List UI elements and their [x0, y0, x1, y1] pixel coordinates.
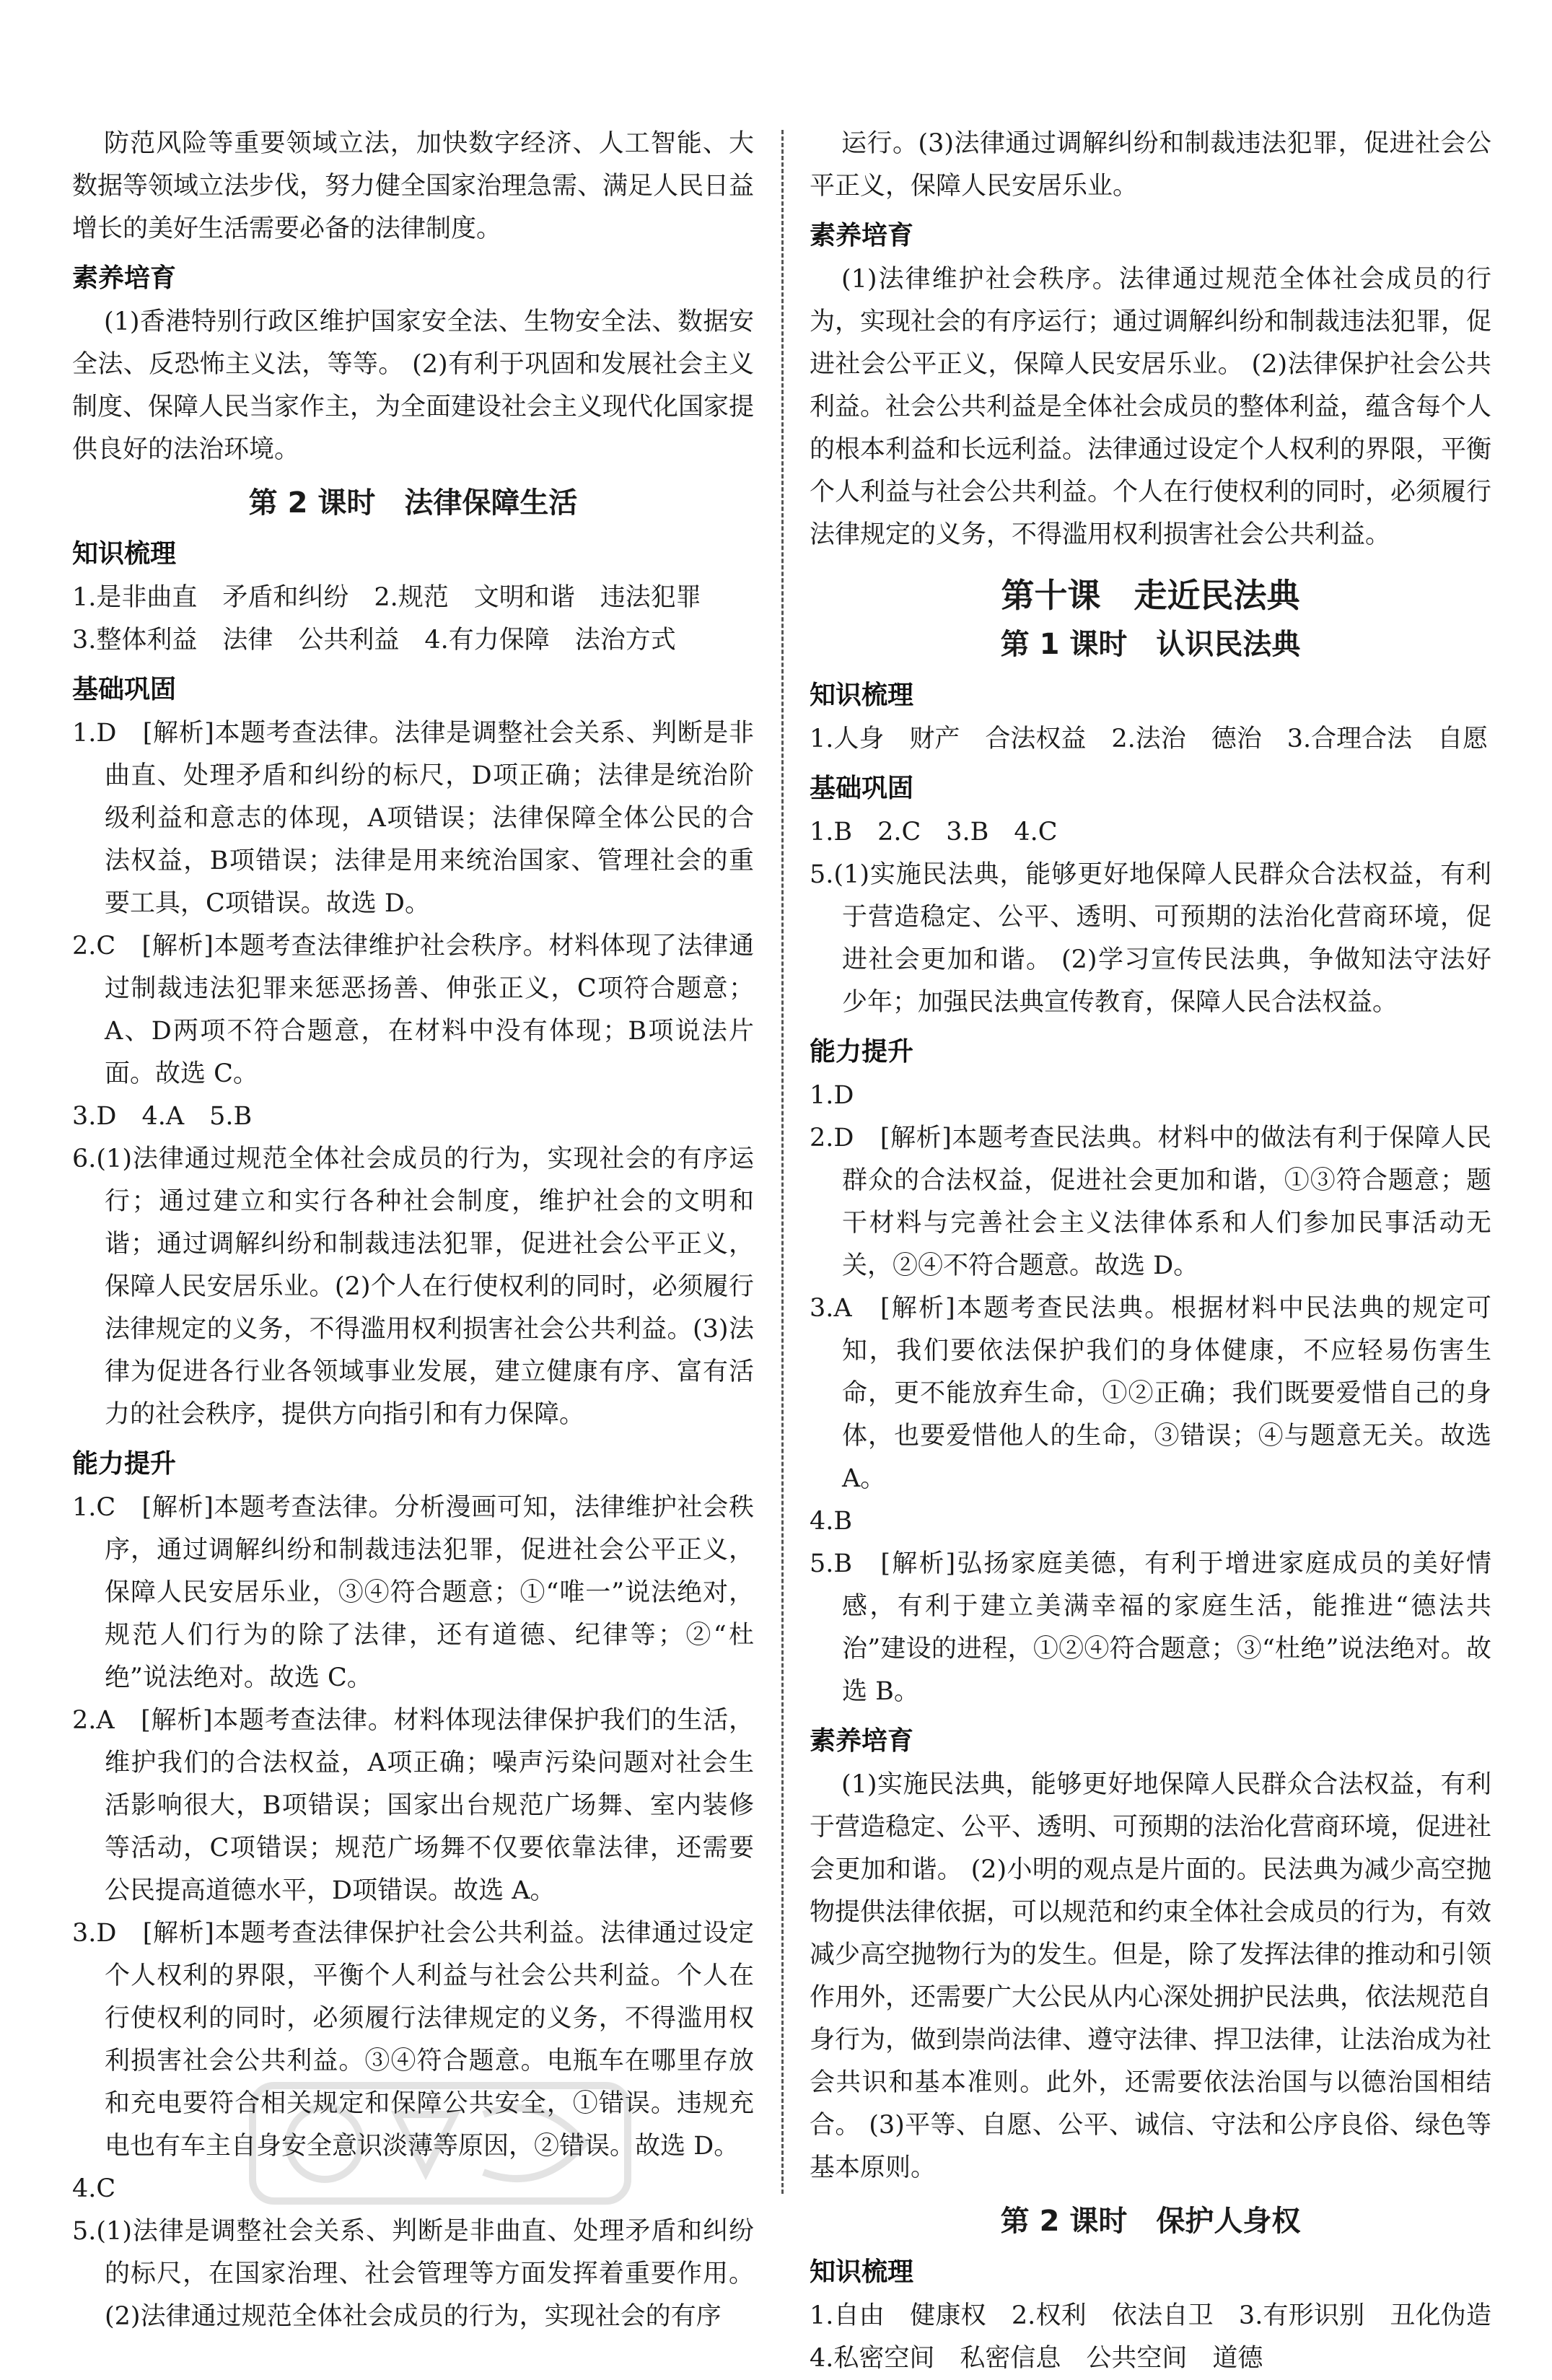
literacy-answer-2: (1)实施民法典，能够更好地保障人民群众合法权益，有利于营造稳定、公平、透明、可预期的法治化营商环境，促进社会更加和谐。 (2)小明的观点是片面的。民法典为减少高空抛物提供法律依据，可以规范和约束全体社会成员的行为，有效减少高空抛物行为的发生。但是，除了发挥法律的推动和引领作用外，还需要广大公民从内心深处拥护民法典，依法规范自身行为，做到崇尚法律、遵守法律、捍卫法律，让法治成为社会共识和基本准则。此外，还需要依法治国与以德治国相结合。 (3)平等、自愿、公平、诚信、守法和公序良俗、绿色等基本原则。 — [810, 1770, 1492, 2182]
lesson-title-2: 第 2 课时 保护人身权 — [1000, 2205, 1301, 2238]
section-title-literacy-2: 素养培育 — [810, 1726, 914, 1756]
right-column — [810, 123, 1517, 2380]
unit-title: 第十课 走近民法典 — [1001, 576, 1300, 615]
section-title-ability: 能力提升 — [72, 1449, 177, 1479]
ability-answer-1: 1.C [解析]本题考查法律。分析漫画可知，法律维护社会秩序，通过调解纠纷和制裁违法犯罪，促进社会公平正义，保障人民安居乐业，③④符合题意；①“唯一”说法绝对，规范人们行为的除了法律，还有道德、纪律等；②“杜绝”说法绝对。故选 C。 — [72, 1493, 754, 1692]
column-divider — [781, 130, 784, 2194]
section-title-ability: 能力提升 — [810, 1037, 914, 1067]
section-title-literacy: 素养培育 — [72, 263, 177, 293]
knowledge-line-2: 3.整体利益 法律 公共利益 4.有力保障 法治方式 — [72, 626, 676, 655]
section-title-knowledge: 知识梳理 — [72, 539, 177, 569]
ability-answer-2: 2.A [解析]本题考查法律。材料体现法律保护我们的生活，维护我们的合法权益，A项正确；噪声污染问题对社会生活影响很大，B项错误；国家出台规范广场舞、室内装修等活动，C项错误；规范广场舞不仅要依靠法律，还需要公民提高道德水平，D项错误。故选 A。 — [72, 1706, 754, 1905]
basic-answer-1-4: 1.B 2.C 3.B 4.C — [810, 818, 1058, 846]
section-title-literacy: 素养培育 — [810, 221, 914, 250]
ability-answer-3: 3.A [解析]本题考查民法典。根据材料中民法典的规定可知，我们要依法保护我们的身体健康，不应轻易伤害生命，更不能放弃生命，①②正确；我们既要爱惜自己的身体，也要爱惜他人的生命，③错误；④与题意无关。故选 A。 — [810, 1294, 1491, 1493]
ability-answer-4: 4.C — [72, 2174, 116, 2203]
basic-answer-5: 5.(1)实施民法典，能够更好地保障人民群众合法权益，有利于营造稳定、公平、透明、可预期的法治化营商环境，促进社会更加和谐。 (2)学习宣传民法典，争做知法守法好少年；加强民法典宣传教育，保障人民合法权益。 — [810, 860, 1491, 1017]
knowledge-line-1: 1.是非曲直 矛盾和纠纷 2.规范 文明和谐 违法犯罪 — [72, 583, 701, 612]
ability-answer-1: 1.D — [810, 1081, 854, 1110]
ability-answer-5: 5.B [解析]弘扬家庭美德，有利于增进家庭成员的美好情感，有利于建立美满幸福的家庭生活，能推进“德法共治”建设的进程，①②④符合题意；③“杜绝”说法绝对。故选 B。 — [810, 1549, 1491, 1706]
ability-answer-3: 3.D [解析]本题考查法律保护社会公共利益。法律通过设定个人权利的界限，平衡个人利益与社会公共利益。个人在行使权利的同时，必须履行法律规定的义务，不得滥用权利损害社会公共利益。③④符合题意。电瓶车在哪里存放和充电要符合相关规定和保障公共安全，①错误。违规充电也有车主自身安全意识淡薄等原因，②错误。故选 D。 — [72, 1919, 754, 2161]
ability-answer-4: 4.B — [810, 1507, 853, 1536]
intro-text: 防范风险等重要领域立法，加快数字经济、人工智能、大数据等领域立法步伐，努力健全国家治理急需、满足人民日益增长的美好生活需要必备的法律制度。 — [72, 129, 755, 243]
basic-answer-6: 6.(1)法律通过规范全体社会成员的行为，实现社会的有序运行；通过建立和实行各种社会制度，维护社会的文明和谐；通过调解纠纷和制裁违法犯罪，促进社会公平正义，保障人民安居乐业。(2)个人在行使权利的同时，必须履行法律规定的义务，不得滥用权利损害社会公共利益。(3)法律为促进各行业各领域事业发展，建立健康有序、富有活力的社会秩序，提供方向指引和有力保障。 — [72, 1145, 754, 1429]
basic-answer-1: 1.D [解析]本题考查法律。法律是调整社会关系、判断是非曲直、处理矛盾和纠纷的标尺，D项正确；法律是统治阶级利益和意志的体现，A项错误；法律保障全体公民的合法权益，B项错误；法律是用来统治国家、管理社会的重要工具，C项错误。故选 D。 — [72, 719, 754, 918]
literacy-answer: (1)香港特别行政区维护国家安全法、生物安全法、数据安全法、反恐怖主义法，等等。 (2)有利于巩固和发展社会主义制度、保障人民当家作主，为全面建设社会主义现代化国家提供良好的法治环境。 — [72, 307, 755, 464]
ability-answer-2: 2.D [解析]本题考查民法典。材料中的做法有利于保障人民群众的合法权益，促进社会更加和谐，①③符合题意；题干材料与完善社会主义法律体系和人们参加民事活动无关，②④不符合题意。故选 D。 — [810, 1124, 1491, 1280]
section-title-knowledge-2: 知识梳理 — [810, 2257, 914, 2287]
section-title-basic: 基础巩固 — [810, 774, 914, 803]
continued-text: 运行。(3)法律通过调解纠纷和制裁违法犯罪，促进社会公平正义，保障人民安居乐业。 — [810, 129, 1491, 201]
basic-answer-3-5: 3.D 4.A 5.B — [72, 1102, 253, 1131]
left-column — [72, 123, 754, 2338]
lesson-title: 第 2 课时 法律保障生活 — [248, 486, 578, 520]
ability-answer-5: 5.(1)法律是调整社会关系、判断是非曲直、处理矛盾和纠纷的标尺，在国家治理、社会管理等方面发挥着重要作用。(2)法律通过规范全体社会成员的行为，实现社会的有序 — [72, 2217, 754, 2331]
section-title-knowledge: 知识梳理 — [810, 681, 914, 710]
knowledge-line-2: 1.自由 健康权 2.权利 依法自卫 3.有形识别 丑化伪造 4.私密空间 私密信息 公共空间 道德 — [810, 2301, 1517, 2373]
literacy-answer: (1)法律维护社会秩序。法律通过规范全体社会成员的行为，实现社会的有序运行；通过调解纠纷和制裁违法犯罪，促进社会公平正义，保障人民安居乐业。 (2)法律保护社会公共利益。社会公共利益是全体社会成员的整体利益，蕴含每个人的根本利益和长远利益。法律通过设定个人权利的界限，平衡个人利益与社会公共利益。个人在行使权利的同时，必须履行法律规定的义务，不得滥用权利损害社会公共利益。 — [810, 265, 1492, 549]
basic-answer-2: 2.C [解析]本题考查法律维护社会秩序。材料体现了法律通过制裁违法犯罪来惩恶扬善、伸张正义，C项符合题意；A、D两项不符合题意，在材料中没有体现；B项说法片面。故选 C。 — [72, 932, 754, 1088]
knowledge-line-1: 1.人身 财产 合法权益 2.法治 德治 3.合理合法 自愿 — [810, 725, 1489, 753]
lesson-title: 第 1 课时 认识民法典 — [1000, 628, 1301, 661]
section-title-basic: 基础巩固 — [72, 675, 177, 704]
